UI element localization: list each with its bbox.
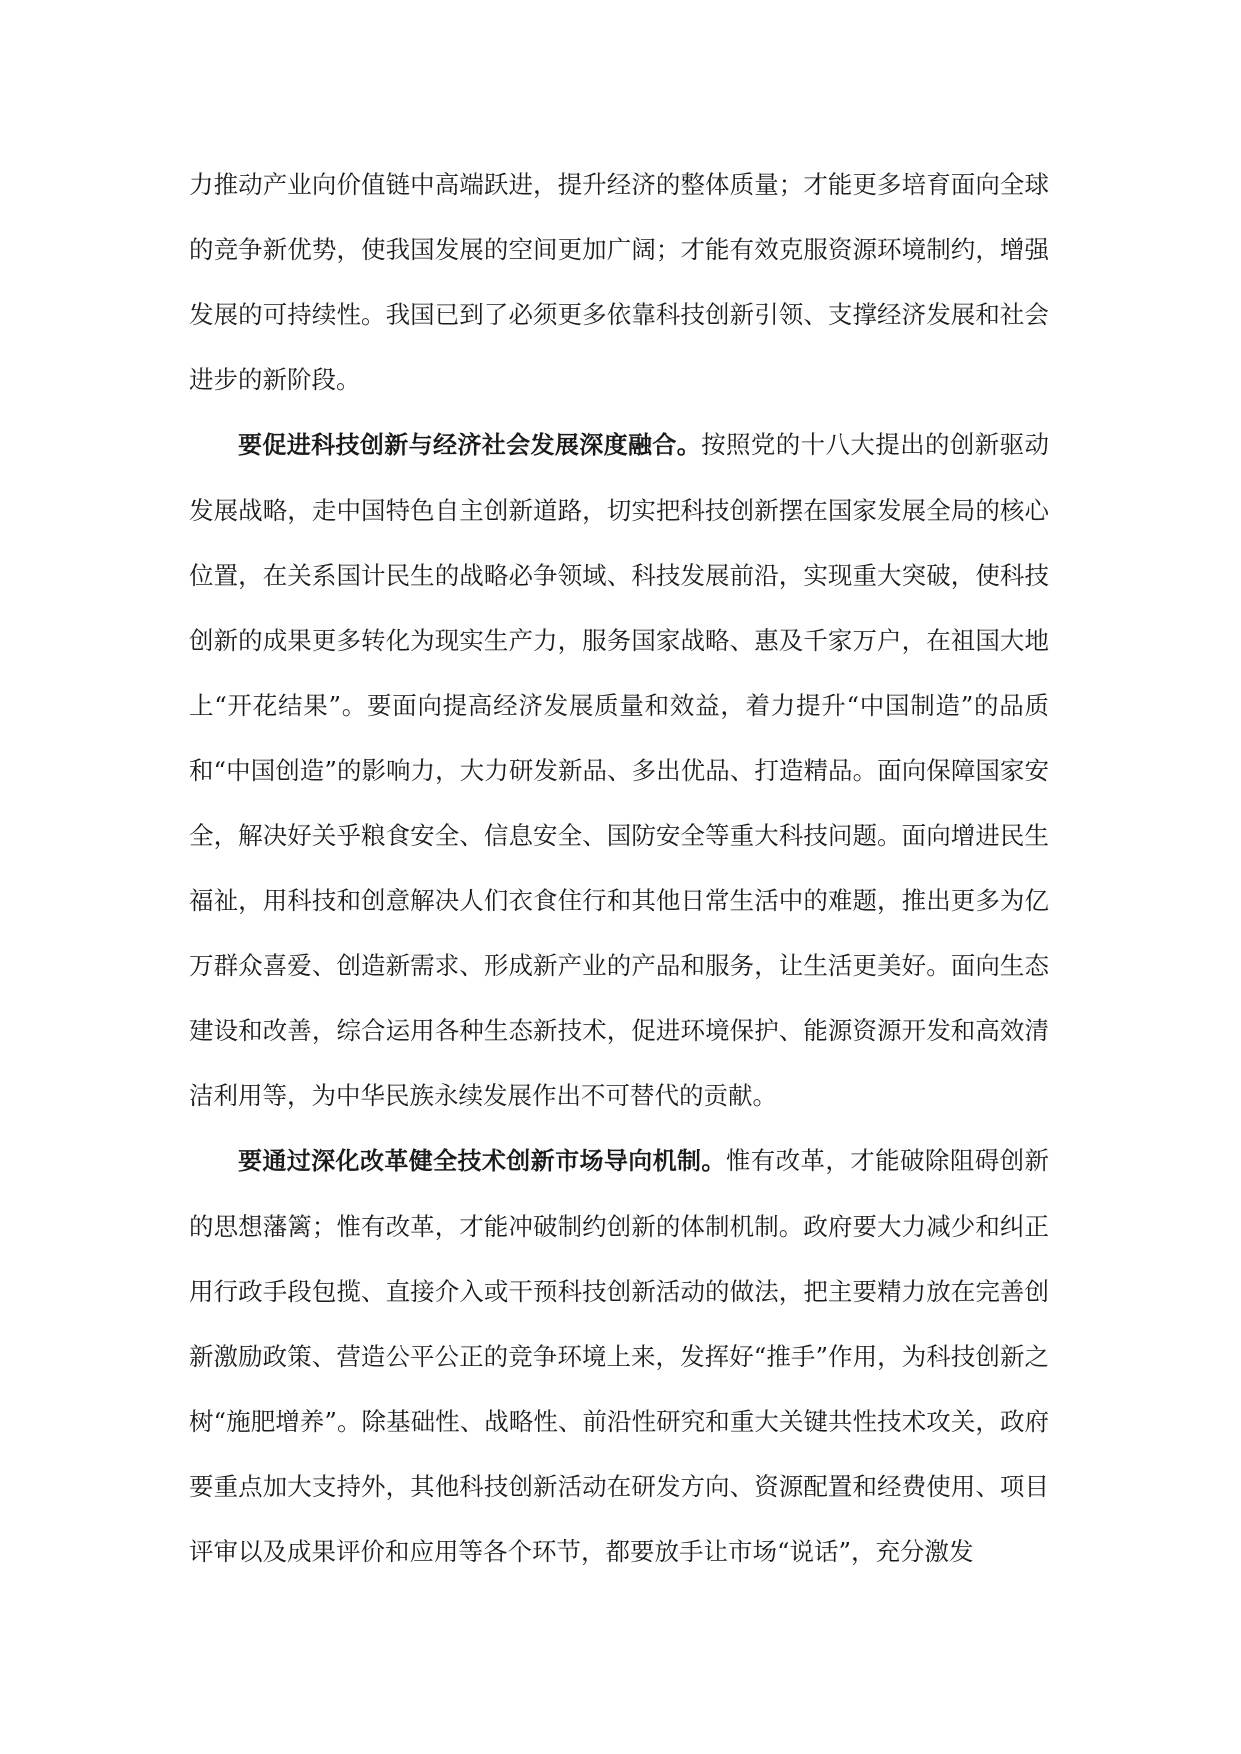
paragraph-lead: 要促进科技创新与经济社会发展深度融合。 — [238, 431, 702, 459]
paragraph-reform — [189, 1128, 1049, 1584]
document-page — [189, 152, 1049, 1584]
paragraph-text: 惟有改革，才能破除阻碍创新的思想藩篱；惟有改革，才能冲破制约创新的体制机制。政府要大力减少和纠正用行政手段包揽、直接介入或干预科技创新活动的做法，把主要精力放在完善创新激励政策、营造公平公正的竞争环境上来，发挥好“推手”作用，为科技创新之树“施肥增养”。除基础性、战略性、前沿性研究和重大关键共性技术攻关，政府要重点加大支持外，其他科技创新活动在研发方向、资源配置和经费使用、项目评审以及成果评价和应用等各个环节，都要放手让市场“说话”，充分激发 — [189, 1146, 1049, 1566]
paragraph-text: 力推动产业向价值链中高端跃进，提升经济的整体质量；才能更多培育面向全球的竞争新优势，使我国发展的空间更加广阔；才能有效克服资源环境制约，增强发展的可持续性。我国已到了必须更多依靠科技创新引领、支撑经济发展和社会进步的新阶段。 — [189, 170, 1049, 394]
paragraph-integration — [189, 412, 1049, 1128]
paragraph-continuation — [189, 152, 1049, 412]
paragraph-text: 按照党的十八大提出的创新驱动发展战略，走中国特色自主创新道路，切实把科技创新摆在国家发展全局的核心位置，在关系国计民生的战略必争领域、科技发展前沿，实现重大突破，使科技创新的成果更多转化为现实生产力，服务国家战略、惠及千家万户，在祖国大地上“开花结果”。要面向提高经济发展质量和效益，着力提升“中国制造”的品质和“中国创造”的影响力，大力研发新品、多出优品、打造精品。面向保障国家安全，解决好关乎粮食安全、信息安全、国防安全等重大科技问题。面向增进民生福祉，用科技和创意解决人们衣食住行和其他日常生活中的难题，推出更多为亿万群众喜爱、创造新需求、形成新产业的产品和服务，让生活更美好。面向生态建设和改善，综合运用各种生态新技术，促进环境保护、能源资源开发和高效清洁利用等，为中华民族永续发展作出不可替代的贡献。 — [189, 430, 1049, 1110]
paragraph-lead: 要通过深化改革健全技术创新市场导向机制。 — [238, 1147, 726, 1175]
